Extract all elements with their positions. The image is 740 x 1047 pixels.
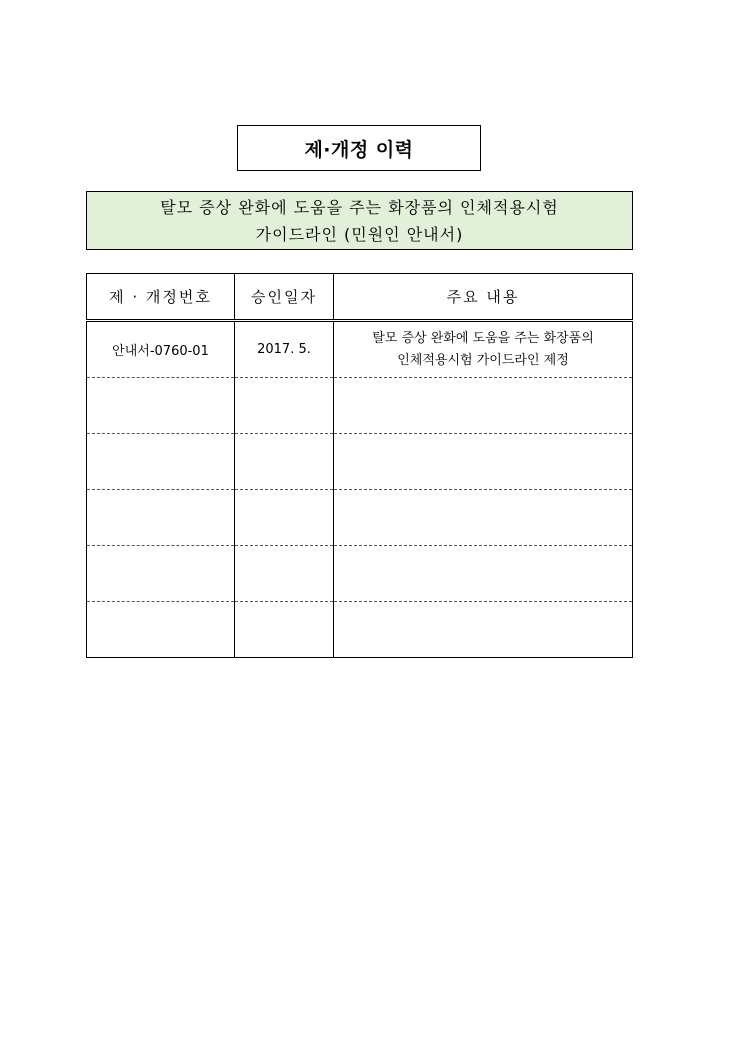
subtitle-line-1: 탈모 증상 완화에 도움을 주는 화장품의 인체적용시험 bbox=[160, 197, 559, 217]
approval-date-cell bbox=[235, 602, 334, 658]
content-line-1: 탈모 증상 완화에 도움을 주는 화장품의 bbox=[372, 330, 594, 346]
table-row bbox=[87, 378, 633, 434]
subtitle-line-2: 가이드라인 (민원인 안내서) bbox=[255, 224, 464, 244]
table-row bbox=[87, 490, 633, 546]
table-row bbox=[87, 546, 633, 602]
table-row bbox=[87, 602, 633, 658]
page-title-text: 제·개정 이력 bbox=[304, 138, 414, 161]
header-revision-number: 제 · 개정번호 bbox=[87, 274, 235, 321]
header-approval-date: 승인일자 bbox=[235, 274, 334, 321]
content-cell bbox=[334, 490, 633, 546]
document-subtitle bbox=[86, 191, 633, 250]
revision-number-cell bbox=[87, 546, 235, 602]
revision-history-table bbox=[86, 273, 633, 658]
content-cell bbox=[334, 434, 633, 490]
content-cell bbox=[334, 602, 633, 658]
table-row bbox=[87, 321, 633, 378]
approval-date-cell bbox=[235, 546, 334, 602]
table-header-row bbox=[87, 274, 633, 321]
content-line-2: 인체적용시험 가이드라인 제정 bbox=[397, 352, 569, 368]
approval-date-cell bbox=[235, 434, 334, 490]
approval-date-cell bbox=[235, 378, 334, 434]
approval-date-cell bbox=[235, 490, 334, 546]
approval-date-cell: 2017. 5. bbox=[235, 321, 334, 378]
page-title bbox=[237, 125, 481, 171]
content-cell bbox=[334, 378, 633, 434]
revision-number-cell: 안내서-0760-01 bbox=[87, 321, 235, 378]
revision-number-cell bbox=[87, 378, 235, 434]
header-main-content: 주요 내용 bbox=[334, 274, 633, 321]
content-cell bbox=[334, 546, 633, 602]
content-cell bbox=[334, 321, 633, 378]
revision-number-cell bbox=[87, 434, 235, 490]
table-row bbox=[87, 434, 633, 490]
revision-number-cell bbox=[87, 602, 235, 658]
revision-number-cell bbox=[87, 490, 235, 546]
